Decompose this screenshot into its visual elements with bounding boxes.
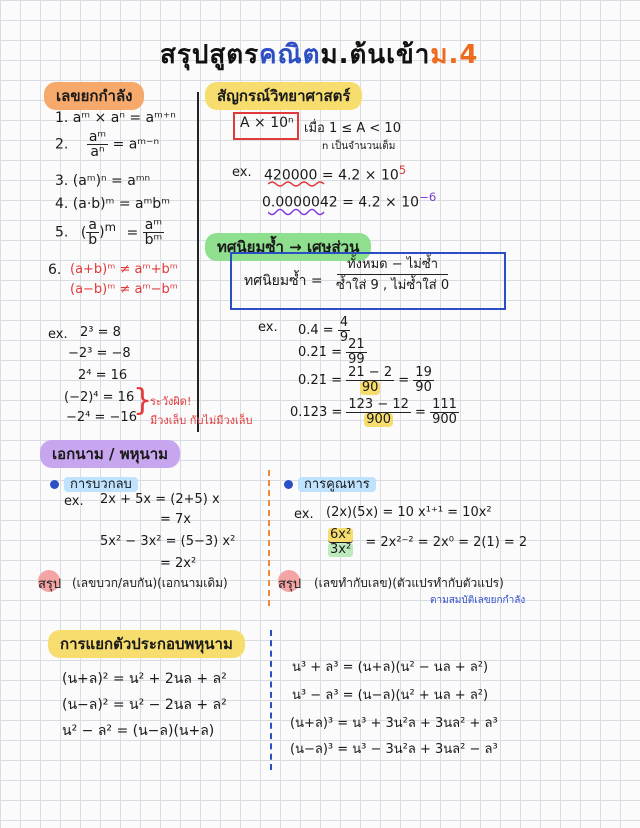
add-line-1: 2x + 5x = (2+5) x xyxy=(100,492,220,507)
mul-frac-den: 3x² xyxy=(330,542,352,557)
repeating-row-4-frac xyxy=(346,398,411,427)
repeating-box-fraction xyxy=(330,256,455,297)
factoring-heading: การแยกตัวประกอบพหุนาม xyxy=(48,630,245,658)
title-part-1: สรุปสูตร xyxy=(160,40,260,70)
factoring-right-2: น³ − ล³ = (น−ล)(น² + นล + ล²) xyxy=(292,688,489,703)
repeating-ex-label: ex. xyxy=(258,320,278,335)
repeating-row-4-lhs: 0.12̇3̇ = xyxy=(290,405,343,420)
mul-frac-num: 6x² xyxy=(330,527,352,542)
repeating-row-2-lhs: 0.2̇1̇ = xyxy=(298,345,342,360)
repeating-row-3-num: 21 − 2 xyxy=(348,365,393,380)
monomial-divider xyxy=(268,470,270,606)
repeating-row-3 xyxy=(298,366,434,395)
divider-top xyxy=(197,92,199,432)
bullet-dot-icon xyxy=(50,480,59,489)
exponent-example-1: 2³ = 8 xyxy=(80,325,121,340)
squiggle-1 xyxy=(268,180,326,188)
scientific-example-2-exp: −6 xyxy=(419,190,437,204)
add-summary: (เลขบวก/ลบกัน)(เอกนามเดิม) xyxy=(72,576,228,590)
exponent-example-3: 2⁴ = 16 xyxy=(78,368,128,383)
rule-6-line-2: (a−b)ᵐ ≠ aᵐ−bᵐ xyxy=(70,282,178,297)
exponent-example-5: −2⁴ = −16 xyxy=(66,410,137,425)
rule-5-exp: m xyxy=(104,219,116,234)
mul-line-2 xyxy=(328,528,527,557)
rule-2-num: aᵐ xyxy=(88,129,107,145)
mul-summary-label: สรุป xyxy=(278,577,302,592)
mul-fraction xyxy=(328,528,353,557)
rule-2-fraction xyxy=(87,130,108,159)
rule-4: 4. (a·b)ᵐ = aᵐbᵐ xyxy=(55,196,170,212)
mul-note: ตามสมบัติเลขยกกำลัง xyxy=(430,595,526,606)
rule-5-lhs-den: b xyxy=(88,232,98,248)
title-part-2: คณิต xyxy=(259,40,321,70)
repeating-row-2 xyxy=(298,338,367,367)
title-part-3: ม.ต้นเข้า xyxy=(320,40,431,70)
repeating-row-2-den: 99 xyxy=(348,352,365,367)
rule-5-rhs-den: bᵐ xyxy=(144,232,163,248)
repeating-row-4-eq: = xyxy=(415,405,426,420)
mul-summary: (เลขทำกับเลข)(ตัวแปรทำกับตัวแปร) xyxy=(314,576,504,590)
rule-6-label: 6. xyxy=(48,262,62,278)
scientific-example-1-exp: 5 xyxy=(398,163,407,177)
rule-5-lhs xyxy=(86,218,99,247)
scientific-condition-1: เมื่อ 1 ≤ A < 10 xyxy=(304,121,401,136)
rule-6-line-1: (a+b)ᵐ ≠ aᵐ+bᵐ xyxy=(70,262,178,277)
repeating-row-3-num-2: 19 xyxy=(415,365,432,380)
squiggle-2 xyxy=(268,208,328,218)
exponent-example-4: (−2)⁴ = 16 xyxy=(64,390,135,405)
repeating-row-3-lhs: 0.21̇ = xyxy=(298,373,342,388)
warning-line-1: ระวังผิด! xyxy=(150,395,192,408)
repeating-row-1-den: 9 xyxy=(339,330,349,345)
add-line-3: 5x² − 3x² = (5−3) x² xyxy=(100,534,236,549)
rule-5: 5. ( $\frac{a}{b}$ )$^m$ = $\frac{\text{aᵐ}}{\text{bᵐ}}$ xyxy=(55,217,163,248)
repeating-box-lhs: ทศนิยมซ้ำ = xyxy=(244,273,323,289)
rule-2 xyxy=(55,130,159,159)
repeating-row-4-frac-2 xyxy=(430,398,459,427)
factoring-left-1: (น+ล)² = น² + 2นล + ล² xyxy=(62,671,227,687)
repeating-row-4-den-2: 900 xyxy=(432,412,457,427)
warning-brace: } xyxy=(133,383,153,418)
repeating-row-3-eq: = xyxy=(398,373,410,388)
scientific-condition-2: n เป็นจำนวนเต็ม xyxy=(322,141,396,152)
mul-ex-label: ex. xyxy=(294,507,314,522)
rule-5-rhs xyxy=(143,218,165,247)
repeating-box-num: ทั้งหมด − ไม่ซ้ำ xyxy=(337,256,448,275)
repeating-row-3-den: 90 xyxy=(361,380,379,395)
page-title xyxy=(160,34,479,75)
mul-line-1: (2x)(5x) = 10 x¹⁺¹ = 10x² xyxy=(326,505,492,520)
repeating-row-4-den: 900 xyxy=(366,412,392,427)
mul-line-2-rhs: = 2x²⁻² = 2x⁰ = 2(1) = 2 xyxy=(365,535,528,550)
add-line-4: = 2x² xyxy=(160,556,197,571)
repeating-row-3-frac-2 xyxy=(413,366,434,395)
add-ex-label: ex. xyxy=(64,494,84,509)
scientific-boxed-formula: A × 10ⁿ xyxy=(240,115,294,131)
scientific-ex-label: ex. xyxy=(232,165,252,180)
factoring-right-1: น³ + ล³ = (น+ล)(น² − นล + ล²) xyxy=(292,660,489,675)
rule-5-lhs-num: a xyxy=(88,217,98,233)
monomial-heading: เอกนาม / พหุนาม xyxy=(40,440,180,468)
repeating-row-1-lhs: 0.4̇ = xyxy=(298,323,334,338)
add-line-2: = 7x xyxy=(160,512,191,527)
rule-2-label: 2. xyxy=(55,136,69,153)
title-part-4: ม.4 xyxy=(430,40,479,70)
add-summary-label: สรุป xyxy=(38,577,62,592)
repeating-row-4-num: 123 − 12 xyxy=(348,397,409,412)
rule-2-rhs: = aᵐ⁻ⁿ xyxy=(112,136,160,153)
repeating-fraction xyxy=(330,256,455,297)
rule-3: 3. (aᵐ)ⁿ = aᵐⁿ xyxy=(55,173,151,189)
rule-5-rhs-num: aᵐ xyxy=(144,217,163,233)
add-subtract-title xyxy=(50,473,138,494)
repeating-box-den: ซ้ำใส่ 9 , ไม่ซ้ำใส่ 0 xyxy=(336,278,450,293)
bullet-dot-icon xyxy=(284,480,293,489)
scientific-example-2-text: 0.0000042 = 4.2 × 10 xyxy=(262,194,420,211)
rule-1: 1. aᵐ × aⁿ = aᵐ⁺ⁿ xyxy=(55,110,176,126)
add-subtract-title-text: การบวกลบ xyxy=(64,477,138,492)
multiply-divide-title-text: การคูณหาร xyxy=(298,477,376,492)
repeating-heading: ทศนิยมซ้ำ → เศษส่วน xyxy=(205,233,371,261)
exponent-ex-label: ex. xyxy=(48,327,68,342)
repeating-row-2-frac xyxy=(346,338,367,367)
repeating-row-3-den-2: 90 xyxy=(415,380,432,395)
factoring-divider xyxy=(270,630,272,770)
repeating-row-4 xyxy=(290,398,459,427)
factoring-right-4: (น−ล)³ = น³ − 3น²ล + 3นล² − ล³ xyxy=(290,742,498,757)
repeating-row-3-frac xyxy=(346,366,394,395)
repeating-row-1-num: 4 xyxy=(339,315,349,330)
exponent-example-2: −2³ = −8 xyxy=(68,346,131,361)
scientific-heading: สัญกรณ์วิทยาศาสตร์ xyxy=(205,82,362,110)
factoring-left-3: น² − ล² = (น−ล)(น+ล) xyxy=(62,723,215,739)
factoring-left-2: (น−ล)² = น² − 2นล + ล² xyxy=(62,697,227,713)
rule-5-label: 5. xyxy=(55,224,69,241)
multiply-divide-title xyxy=(284,473,376,494)
exponent-heading: เลขยกกำลัง xyxy=(44,82,144,110)
rule-2-den: aⁿ xyxy=(90,144,105,160)
warning-line-2: มีวงเล็บ กับไม่มีวงเล็บ xyxy=(150,414,253,427)
repeating-row-4-num-2: 111 xyxy=(432,397,457,412)
scientific-example-1-text: 420000 = 4.2 × 10 xyxy=(264,167,399,184)
repeating-row-2-num: 21 xyxy=(348,337,365,352)
factoring-right-3: (น+ล)³ = น³ + 3น²ล + 3นล² + ล³ xyxy=(290,716,498,731)
